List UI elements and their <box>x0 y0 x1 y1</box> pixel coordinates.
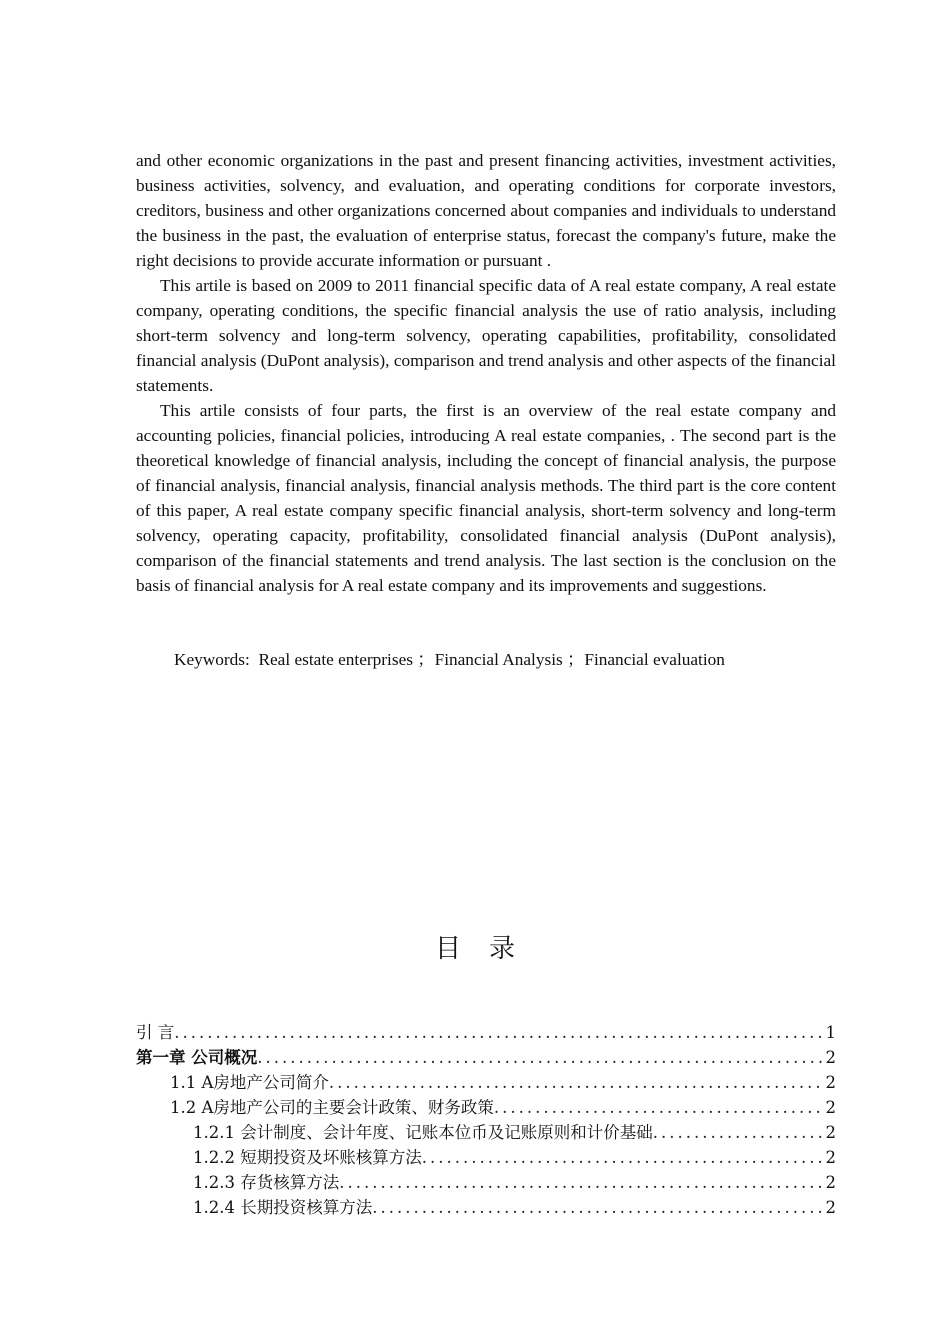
toc-entry[interactable] <box>136 1070 836 1095</box>
toc-entry-page: 1 <box>825 1023 836 1042</box>
toc-entry-text: 1.2.1 会计制度、会计年度、记账本位币及记账原则和计价基础 <box>193 1123 653 1142</box>
abstract-keywords: Keywords: Real estate enterprises ；Financial Analysis ；Financial evaluation <box>174 650 725 669</box>
toc-entry-text: 第一章 公司概况 <box>136 1048 258 1067</box>
toc-entry[interactable] <box>136 1145 836 1170</box>
toc-leader-dots <box>174 1020 823 1045</box>
toc-entry-page: 2 <box>825 1048 836 1067</box>
toc-entry-page: 2 <box>825 1173 836 1192</box>
toc-leader-dots <box>653 1120 824 1145</box>
toc-entry[interactable] <box>136 1045 836 1070</box>
toc-entry-text: 1.1 A房地产公司简介 <box>170 1073 329 1092</box>
toc-entry[interactable] <box>136 1020 836 1045</box>
toc-entry-page: 2 <box>825 1098 836 1117</box>
toc-leader-dots <box>257 1045 823 1070</box>
toc-entry[interactable] <box>136 1095 836 1120</box>
toc-leader-dots <box>329 1070 824 1095</box>
toc-entry-page: 2 <box>825 1148 836 1167</box>
toc-leader-dots <box>494 1095 824 1120</box>
toc-entry-text: 引 言 <box>136 1023 175 1042</box>
toc-entry-page: 2 <box>825 1073 836 1092</box>
toc-leader-dots <box>422 1145 824 1170</box>
abstract-paragraph-2: This artile is based on 2009 to 2011 financial specific data of A real estate company, A real estate company, operating conditions, the specific financial analysis the use of ratio analysis, including short-term solvency and long-term solvency, operating capabilities, profitability, consolidated financial analysis (DuPont analysis), comparison and trend analysis and other aspects of the financial statements. <box>136 276 836 395</box>
toc-entry[interactable] <box>136 1170 836 1195</box>
abstract-paragraph-1: and other economic organizations in the past and present financing activities, investment activities, business activities, solvency, and evaluation, and operating conditions for corporate investors, creditors, business and other organizations concerned about companies and individuals to understand the business in the past, the evaluation of enterprise status, forecast the company's future, make the right decisions to provide accurate information or pursuant . <box>136 151 836 270</box>
toc-entry-text: 1.2.4 长期投资核算方法 <box>193 1198 373 1217</box>
toc-leader-dots <box>339 1170 823 1195</box>
table-of-contents <box>136 1020 836 1220</box>
toc-entry-text: 1.2 A房地产公司的主要会计政策、财务政策 <box>170 1098 494 1117</box>
toc-title: 目录 <box>434 934 543 964</box>
english-abstract <box>136 148 836 598</box>
toc-entry-page: 2 <box>825 1198 836 1217</box>
toc-entry[interactable] <box>136 1120 836 1145</box>
toc-entry-text: 1.2.3 存货核算方法 <box>193 1173 340 1192</box>
toc-entry-text: 1.2.2 短期投资及坏账核算方法 <box>193 1148 422 1167</box>
toc-leader-dots <box>372 1195 823 1220</box>
abstract-paragraph-3: This artile consists of four parts, the first is an overview of the real estate company and accounting policies, financial policies, introducing A real estate companies, . The second part is the theoretical knowledge of financial analysis, including the concept of financial analysis, the purpose of financial analysis, financial analysis, financial analysis methods. The third part is the core content of this paper, A real estate company specific financial analysis, short-term solvency and long-term solvency, operating capacity, profitability, consolidated financial analysis (DuPont analysis), comparison of the financial statements and trend analysis. The last section is the conclusion on the basis of financial analysis for A real estate company and its improvements and suggestions. <box>136 401 836 595</box>
toc-entry-page: 2 <box>825 1123 836 1142</box>
toc-entry[interactable] <box>136 1195 836 1220</box>
